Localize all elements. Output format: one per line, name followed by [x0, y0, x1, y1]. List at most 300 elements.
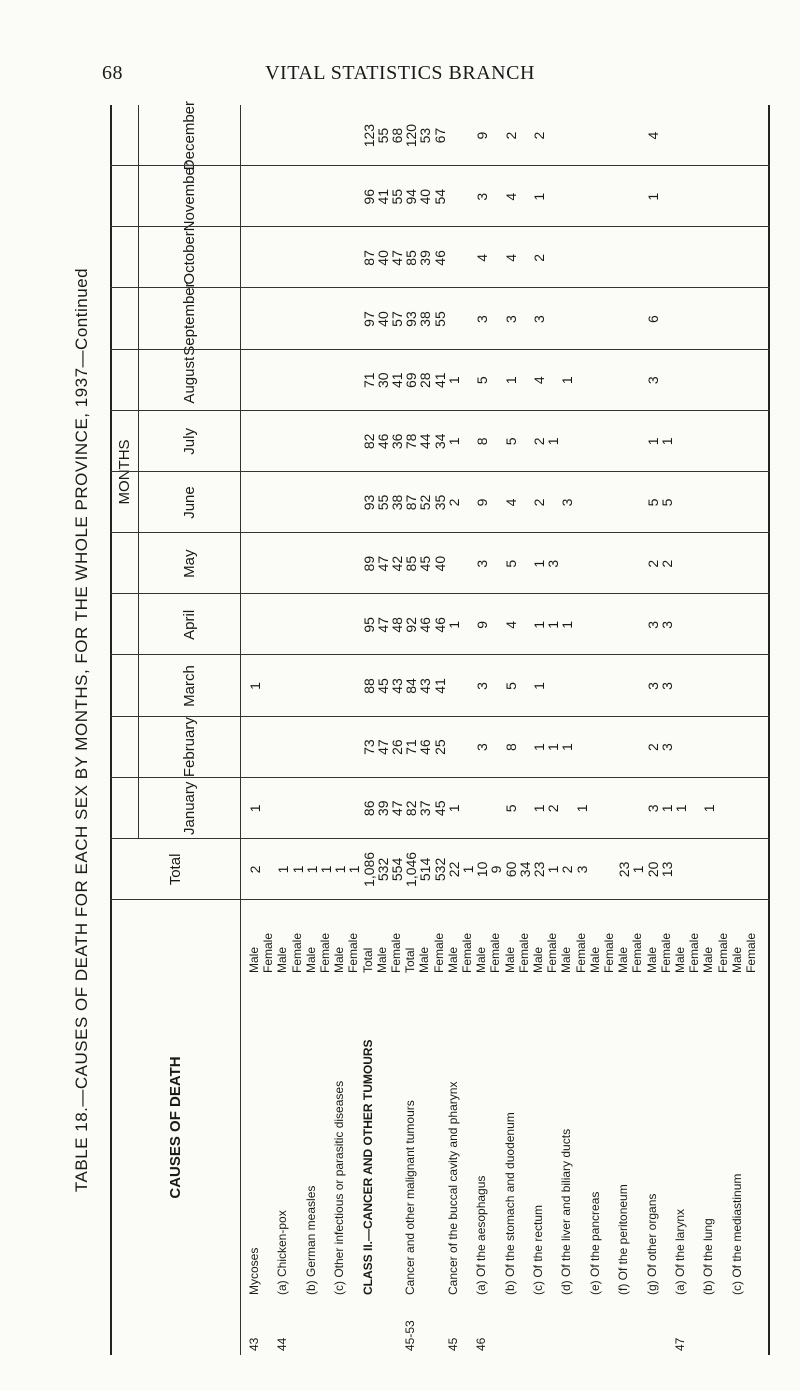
cell-december: 2 [531, 131, 547, 140]
row-sex: Male [275, 946, 290, 973]
cell-october: 4 [502, 254, 519, 262]
column-header-july: July [180, 428, 198, 455]
row-code: 43 [247, 1337, 261, 1351]
table-row [260, 105, 274, 1355]
cell-may: 89 [360, 555, 377, 572]
cell-total: 1 [275, 865, 292, 874]
table-row [743, 105, 757, 1355]
cell-january: 47 [389, 800, 405, 817]
cell-january: 39 [374, 800, 391, 817]
table-row [360, 105, 377, 1355]
cell-october: 46 [431, 250, 448, 266]
cell-january: 1 [673, 804, 689, 813]
cell-august: 28 [417, 372, 434, 388]
row-sex: Female [715, 932, 730, 973]
cell-may: 1 [531, 559, 547, 568]
cell-april: 95 [360, 617, 377, 633]
row-cause: (d) Of the liver and biliary ducts [559, 1128, 574, 1295]
cell-january: 1 [701, 804, 718, 813]
cell-may: 2 [658, 559, 675, 568]
row-cause: (e) Of the pancreas [587, 1191, 602, 1295]
cell-november: 54 [431, 188, 448, 205]
column-header-january: January [180, 781, 198, 835]
cell-march: 84 [403, 678, 420, 694]
table-row [345, 105, 363, 1355]
table-row [473, 105, 491, 1355]
cell-total: 3 [573, 865, 590, 874]
column-rule [110, 593, 770, 594]
cell-total: 34 [516, 861, 533, 878]
row-sex: Male [445, 946, 460, 973]
cell-august: 41 [431, 372, 448, 388]
cell-total: 60 [502, 861, 519, 878]
cell-total: 532 [431, 857, 448, 882]
cell-june: 55 [374, 494, 391, 511]
cell-march: 88 [360, 678, 377, 694]
column-rule [110, 899, 770, 900]
table-row [402, 105, 420, 1355]
row-sex: Female [658, 932, 673, 973]
row-sex: Female [687, 932, 702, 973]
row-sex: Male [247, 946, 261, 973]
cell-july: 1 [644, 437, 661, 446]
row-cause: Cancer and other malignant tumours [403, 1100, 418, 1295]
row-sex: Male [559, 946, 574, 973]
cell-total: 2 [559, 865, 576, 874]
cell-march: 43 [389, 678, 405, 694]
cell-september: 40 [374, 311, 391, 327]
row-code: 45-53 [403, 1320, 418, 1351]
rotated-table [72, 100, 770, 1355]
cell-november: 96 [360, 188, 377, 205]
cell-november: 1 [531, 192, 547, 201]
cell-june: 52 [417, 494, 434, 511]
cell-november: 3 [474, 192, 491, 201]
column-header-total: Total [166, 853, 184, 886]
row-cause: (f) Of the peritoneum [616, 1184, 631, 1295]
row-cause: (g) Of other organs [644, 1193, 659, 1295]
cell-march: 3 [644, 682, 661, 690]
cell-october: 4 [474, 254, 491, 262]
cell-total: 13 [658, 861, 675, 878]
cell-june: 4 [502, 498, 519, 507]
cell-august: 3 [644, 376, 661, 385]
cell-may: 40 [431, 555, 448, 572]
table-row [573, 105, 590, 1355]
cell-january: 1 [445, 804, 462, 813]
cell-november: 55 [389, 188, 405, 205]
row-sex: Male [332, 946, 347, 973]
cell-september: 3 [531, 315, 547, 323]
cell-august: 69 [403, 372, 420, 388]
column-rule [110, 838, 770, 839]
row-cause: (c) Of the rectum [531, 1204, 545, 1295]
row-sex: Female [261, 932, 276, 973]
cell-october: 40 [374, 250, 391, 266]
running-head: VITAL STATISTICS BRANCH [265, 62, 535, 84]
row-sex: Male [644, 946, 659, 973]
cell-march: 45 [374, 678, 391, 694]
row-code: 44 [275, 1337, 290, 1351]
row-sex: Female [318, 932, 332, 973]
cell-december: 120 [403, 123, 420, 148]
cell-november: 94 [403, 188, 420, 205]
column-header-september: September [180, 282, 198, 356]
cell-january: 1 [247, 804, 263, 813]
column-rule [110, 410, 770, 411]
row-sex: Male [616, 946, 631, 973]
cell-may: 45 [417, 555, 434, 572]
cell-february: 3 [474, 743, 491, 752]
row-sex: Female [744, 932, 758, 973]
table-row [544, 105, 562, 1355]
row-sex: Male [417, 946, 432, 973]
row-sex: Male [531, 946, 545, 973]
cell-total: 1,086 [360, 851, 377, 887]
row-sex: Female [630, 932, 645, 973]
row-sex: Female [346, 932, 361, 973]
cell-january: 1 [531, 804, 547, 813]
cell-total: 1 [303, 865, 320, 874]
column-rule [110, 287, 770, 288]
column-header-march: March [180, 665, 198, 707]
cell-august: 30 [374, 372, 391, 388]
cell-total: 514 [417, 857, 434, 882]
cell-september: 97 [360, 311, 377, 327]
cell-november: 41 [374, 188, 391, 205]
cell-december: 123 [360, 123, 377, 148]
cell-june: 9 [474, 498, 491, 507]
cell-total: 1 [460, 865, 476, 874]
column-header-november: November [180, 162, 198, 232]
row-sex: Total [360, 947, 375, 973]
row-sex: Male [729, 946, 744, 973]
row-cause: (b) German measles [303, 1185, 318, 1295]
table-row [644, 105, 661, 1355]
table-row [331, 105, 349, 1355]
cell-june: 5 [658, 498, 675, 507]
cell-april: 9 [474, 620, 491, 629]
cell-october: 47 [389, 250, 405, 266]
cell-july: 46 [374, 433, 391, 450]
row-code: 47 [673, 1337, 687, 1351]
cell-may: 85 [403, 555, 420, 572]
cell-april: 1 [445, 620, 462, 629]
cell-total: 2 [247, 865, 263, 874]
cell-december: 68 [389, 127, 405, 144]
row-cause: (b) Of the lung [701, 1218, 716, 1295]
cell-february: 47 [374, 739, 391, 755]
cell-november: 1 [644, 192, 661, 201]
cell-august: 1 [559, 376, 576, 385]
cell-october: 39 [417, 250, 434, 266]
cell-september: 3 [502, 315, 519, 323]
cell-september: 93 [403, 311, 420, 327]
cell-april: 48 [389, 617, 405, 633]
cell-september: 57 [389, 311, 405, 327]
row-sex: Female [389, 932, 403, 973]
cell-july: 82 [360, 433, 377, 450]
header-rule [240, 105, 241, 1355]
cell-march: 41 [431, 678, 448, 694]
table-row [459, 105, 476, 1355]
cell-april: 1 [559, 620, 576, 629]
cell-total: 1 [545, 865, 562, 874]
table-title: TABLE 18.—CAUSES OF DEATH FOR EACH SEX BY MONTHS, FOR THE WHOLE PROVINCE, 1937—Continued [72, 267, 91, 1193]
cell-march: 43 [417, 678, 434, 694]
table-row [516, 105, 533, 1355]
cell-september: 55 [431, 311, 448, 327]
cell-april: 3 [644, 620, 661, 629]
column-rule [110, 654, 770, 655]
table-row [587, 105, 601, 1355]
row-sex: Male [502, 946, 517, 973]
cell-total: 1 [289, 865, 306, 874]
cell-august: 5 [474, 376, 491, 385]
cell-july: 5 [502, 437, 519, 446]
cell-may: 2 [644, 559, 661, 568]
cell-july: 34 [431, 433, 448, 450]
table-row [615, 105, 633, 1355]
cell-november: 4 [502, 192, 519, 201]
table-row [715, 105, 729, 1355]
table-row [289, 105, 306, 1355]
cell-total: 23 [531, 861, 547, 878]
cell-february: 73 [360, 739, 377, 755]
cell-june: 5 [644, 498, 661, 507]
table-row [303, 105, 320, 1355]
column-header-june: June [180, 486, 198, 519]
table-row [672, 105, 689, 1355]
row-cause: (a) Chicken-pox [275, 1210, 290, 1295]
cell-february: 71 [403, 739, 420, 755]
table-row [530, 105, 547, 1355]
cell-august: 71 [360, 372, 377, 388]
row-sex: Female [488, 932, 503, 973]
cell-february: 46 [417, 739, 434, 755]
cell-april: 47 [374, 617, 391, 633]
cell-august: 41 [389, 372, 405, 388]
row-cause: Mycoses [247, 1247, 261, 1295]
cell-total: 1,046 [403, 851, 420, 887]
table-row [274, 105, 292, 1355]
cell-june: 35 [431, 494, 448, 511]
row-values [744, 105, 762, 900]
column-rule [110, 226, 770, 227]
cell-may: 47 [374, 555, 391, 572]
table-row [246, 105, 263, 1355]
cell-february: 1 [531, 743, 547, 752]
row-sex: Male [303, 946, 318, 973]
table-row [629, 105, 647, 1355]
table-row [374, 105, 391, 1355]
row-sex: Female [289, 932, 304, 973]
cell-total: 22 [445, 861, 462, 878]
row-cause: CLASS II.—CANCER AND OTHER TUMOURS [360, 1039, 375, 1295]
cell-october: 2 [531, 254, 547, 262]
column-rule [110, 165, 770, 166]
cell-january: 45 [431, 800, 448, 817]
cell-total: 9 [488, 865, 505, 874]
cell-december: 9 [474, 131, 491, 140]
cell-december: 53 [417, 127, 434, 144]
cell-may: 42 [389, 555, 405, 572]
table-row [416, 105, 434, 1355]
row-sex: Male [474, 946, 489, 973]
cell-march: 3 [474, 682, 491, 690]
cell-june: 87 [403, 494, 420, 511]
cell-july: 36 [389, 433, 405, 450]
cell-august: 1 [445, 376, 462, 385]
table-row [388, 105, 405, 1355]
column-header-may: May [180, 549, 198, 578]
cell-total: 23 [616, 861, 633, 878]
cell-april: 1 [531, 620, 547, 629]
cell-total: 1 [346, 865, 363, 874]
row-sex: Male [673, 946, 687, 973]
column-header-april: April [180, 609, 198, 640]
cell-april: 92 [403, 617, 420, 633]
cell-june: 38 [389, 494, 405, 511]
row-cause: (c) Of the mediastinum [729, 1173, 744, 1295]
cell-april: 46 [417, 617, 434, 633]
cell-february: 26 [389, 739, 405, 755]
row-sex: Female [431, 932, 446, 973]
row-sex: Male [374, 946, 389, 973]
column-header-august: August [180, 356, 198, 404]
cell-july: 78 [403, 433, 420, 450]
cell-february: 3 [658, 743, 675, 752]
cell-total: 10 [474, 861, 491, 878]
cell-january: 82 [403, 800, 420, 817]
cell-july: 1 [545, 437, 562, 446]
cell-january: 2 [545, 804, 562, 813]
cell-total: 532 [374, 857, 391, 882]
cell-february: 2 [644, 743, 661, 752]
cell-total: 20 [644, 861, 661, 878]
cell-april: 3 [658, 620, 675, 629]
cell-may: 5 [502, 559, 519, 568]
table-row [487, 105, 505, 1355]
cell-september: 6 [644, 315, 661, 323]
cell-april: 4 [502, 620, 519, 629]
cell-june: 2 [531, 498, 547, 507]
cell-march: 1 [531, 682, 547, 690]
cell-january: 37 [417, 800, 434, 817]
column-rule [110, 471, 770, 472]
cell-july: 1 [658, 437, 675, 446]
cell-june: 93 [360, 494, 377, 511]
row-cause: (a) Of the larynx [673, 1208, 687, 1295]
table-row [700, 105, 718, 1355]
row-code: 45 [445, 1337, 460, 1351]
cell-may: 3 [474, 559, 491, 568]
table-row [686, 105, 700, 1355]
cell-march: 5 [502, 682, 519, 690]
table-row [431, 105, 448, 1355]
row-cause: (b) Of the stomach and duodenum [502, 1112, 517, 1295]
cell-total: 554 [389, 857, 405, 882]
cell-july: 1 [445, 437, 462, 446]
cell-october: 85 [403, 250, 420, 266]
row-sex: Female [516, 932, 531, 973]
column-header-october: October [180, 231, 198, 285]
cell-january: 3 [644, 804, 661, 813]
causes-header: CAUSES OF DEATH [166, 1056, 184, 1199]
row-sex: Female [602, 932, 616, 973]
table-row [601, 105, 615, 1355]
cell-february: 1 [559, 743, 576, 752]
column-header-december: December [180, 100, 198, 171]
row-sex: Male [701, 946, 716, 973]
cell-may: 3 [545, 559, 562, 568]
column-rule [110, 716, 770, 717]
row-cause: Cancer of the buccal cavity and pharynx [445, 1081, 460, 1295]
row-code: 46 [474, 1337, 489, 1351]
cell-june: 2 [445, 498, 462, 507]
cell-september: 38 [417, 311, 434, 327]
cell-january: 1 [573, 804, 590, 813]
page-number: 68 [102, 62, 123, 84]
row-sex: Female [545, 932, 560, 973]
cell-april: 1 [545, 620, 562, 629]
cell-september: 3 [474, 315, 491, 323]
cell-december: 55 [374, 127, 391, 144]
cell-july: 2 [531, 437, 547, 446]
row-sex: Female [460, 932, 474, 973]
cell-december: 2 [502, 131, 519, 140]
column-rule [110, 349, 770, 350]
cell-august: 1 [502, 376, 519, 385]
row-cause: (a) Of the aesophagus [474, 1175, 489, 1295]
cell-march: 1 [247, 682, 263, 690]
table-row [317, 105, 334, 1355]
cell-january: 1 [658, 804, 675, 813]
row-sex: Male [587, 946, 602, 973]
column-rule [110, 532, 770, 533]
cell-total: 1 [332, 865, 349, 874]
months-header: MONTHS [115, 439, 133, 505]
cell-april: 46 [431, 617, 448, 633]
cell-total: 1 [318, 865, 334, 874]
cell-january: 5 [502, 804, 519, 813]
table-row [729, 105, 743, 1355]
cell-june: 3 [559, 498, 576, 507]
table-row [445, 105, 462, 1355]
table-row [558, 105, 576, 1355]
row-sex: Female [573, 932, 588, 973]
cell-february: 8 [502, 743, 519, 752]
cell-july: 8 [474, 437, 491, 446]
cell-july: 44 [417, 433, 434, 450]
cell-december: 4 [644, 131, 661, 140]
column-header-february: February [180, 717, 198, 778]
cell-december: 67 [431, 127, 448, 144]
row-cause: (c) Other infectious or parasitic diseases [332, 1080, 347, 1295]
row-sex: Total [403, 947, 418, 973]
cell-october: 87 [360, 250, 377, 266]
table-row [502, 105, 519, 1355]
cell-august: 4 [531, 376, 547, 385]
cell-total: 1 [630, 865, 647, 874]
cell-february: 25 [431, 739, 448, 755]
column-rule [110, 777, 770, 778]
cell-march: 3 [658, 682, 675, 690]
cell-february: 1 [545, 743, 562, 752]
cell-january: 86 [360, 800, 377, 817]
table-row [658, 105, 675, 1355]
cell-november: 40 [417, 188, 434, 205]
